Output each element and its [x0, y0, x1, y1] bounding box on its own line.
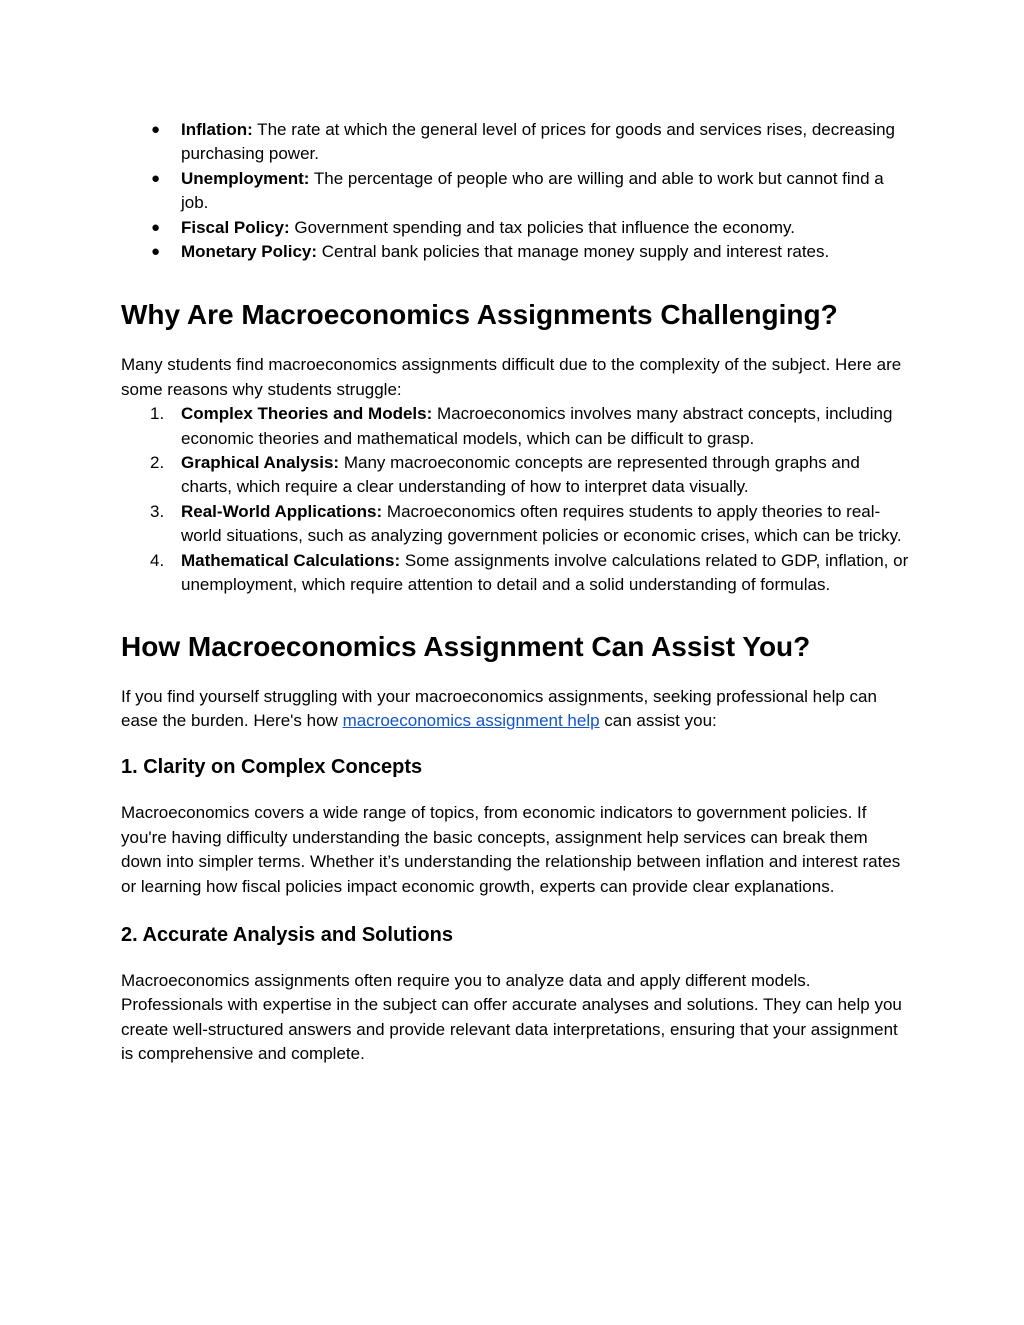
list-item-term: Real-World Applications:	[181, 501, 383, 521]
concept-bullet-list	[121, 118, 911, 264]
assignment-help-link[interactable]: macroeconomics assignment help	[342, 710, 600, 730]
list-item	[121, 402, 911, 451]
list-item-desc: Central bank policies that manage money supply and interest rates.	[317, 242, 830, 262]
document-page	[121, 118, 911, 1067]
list-item	[121, 216, 911, 240]
challenges-numbered-list	[121, 402, 911, 597]
section-heading-challenges: Why Are Macroeconomics Assignments Challenging?	[121, 299, 838, 331]
list-item-desc: Government spending and tax policies that influence the economy.	[289, 217, 795, 237]
bullet-icon: ●	[151, 218, 161, 236]
list-item-term: Monetary Policy:	[181, 242, 318, 262]
list-item-desc: Some assignments involve calculations related to GDP, inflation, or unemployment, which require attention to detail and a solid understanding of formulas.	[181, 550, 909, 595]
assist-intro-after: can assist you:	[599, 710, 717, 730]
subheading-clarity: 1. Clarity on Complex Concepts	[121, 756, 423, 779]
bullet-icon: ●	[151, 169, 161, 187]
list-number: 4.	[150, 550, 165, 570]
list-item-desc: Macroeconomics involves many abstract concepts, including economic theories and mathematical models, which can be difficult to grasp.	[181, 404, 893, 448]
list-number: 3.	[150, 501, 165, 521]
list-item-term: Inflation:	[181, 120, 253, 139]
list-item-desc: The percentage of people who are willing and able to work but cannot find a job.	[181, 168, 884, 213]
challenges-intro: Many students find macroeconomics assignments difficult due to the complexity of the subject. Here are some reasons why students struggle:	[121, 355, 902, 399]
list-item-desc: Macroeconomics often requires students to apply theories to real-world situations, such as analyzing government policies or economic crises, which can be tricky.	[181, 501, 902, 546]
list-item-term: Complex Theories and Models:	[181, 404, 433, 424]
list-item	[121, 500, 911, 549]
section-heading-assist: How Macroeconomics Assignment Can Assist You?	[121, 630, 811, 662]
list-item-desc: The rate at which the general level of prices for goods and services rises, decreasing purchasing power.	[181, 120, 896, 164]
list-item	[121, 167, 911, 216]
list-item-desc: Many macroeconomic concepts are represented through graphs and charts, which require a clear understanding of how to interpret data visually.	[181, 453, 860, 497]
analysis-body: Macroeconomics assignments often require you to analyze data and apply different models. Professionals with expertise in the subject can offer accurate analyses and solutions. They can help you create well-structured answers and provide relevant data interpretations, ensuring that your assignment is comprehensive and complete.	[121, 970, 902, 1064]
assist-intro-before: If you find yourself struggling with your macroeconomics assignments, seeking professional help can ease the burden. Here's how	[121, 686, 877, 730]
list-item-term: Unemployment:	[181, 168, 310, 188]
list-number: 2.	[150, 453, 165, 473]
bullet-icon: ●	[151, 121, 161, 138]
list-item	[121, 451, 911, 500]
clarity-body: Macroeconomics covers a wide range of topics, from economic indicators to government policies. If you're having difficulty understanding the basic concepts, assignment help services can break them down into simpler terms. Whether it’s understanding the relationship between inflation and interest rates or learning how fiscal policies impact economic growth, experts can provide clear explanations.	[121, 803, 901, 896]
list-item-term: Mathematical Calculations:	[181, 550, 401, 570]
list-item	[121, 118, 911, 167]
list-item	[121, 240, 911, 264]
list-item-term: Fiscal Policy:	[181, 217, 290, 237]
list-number: 1.	[150, 404, 165, 424]
list-item	[121, 549, 911, 598]
subheading-analysis: 2. Accurate Analysis and Solutions	[121, 923, 453, 946]
bullet-icon: ●	[151, 243, 161, 261]
assist-intro	[121, 685, 911, 734]
list-item-term: Graphical Analysis:	[181, 453, 340, 473]
